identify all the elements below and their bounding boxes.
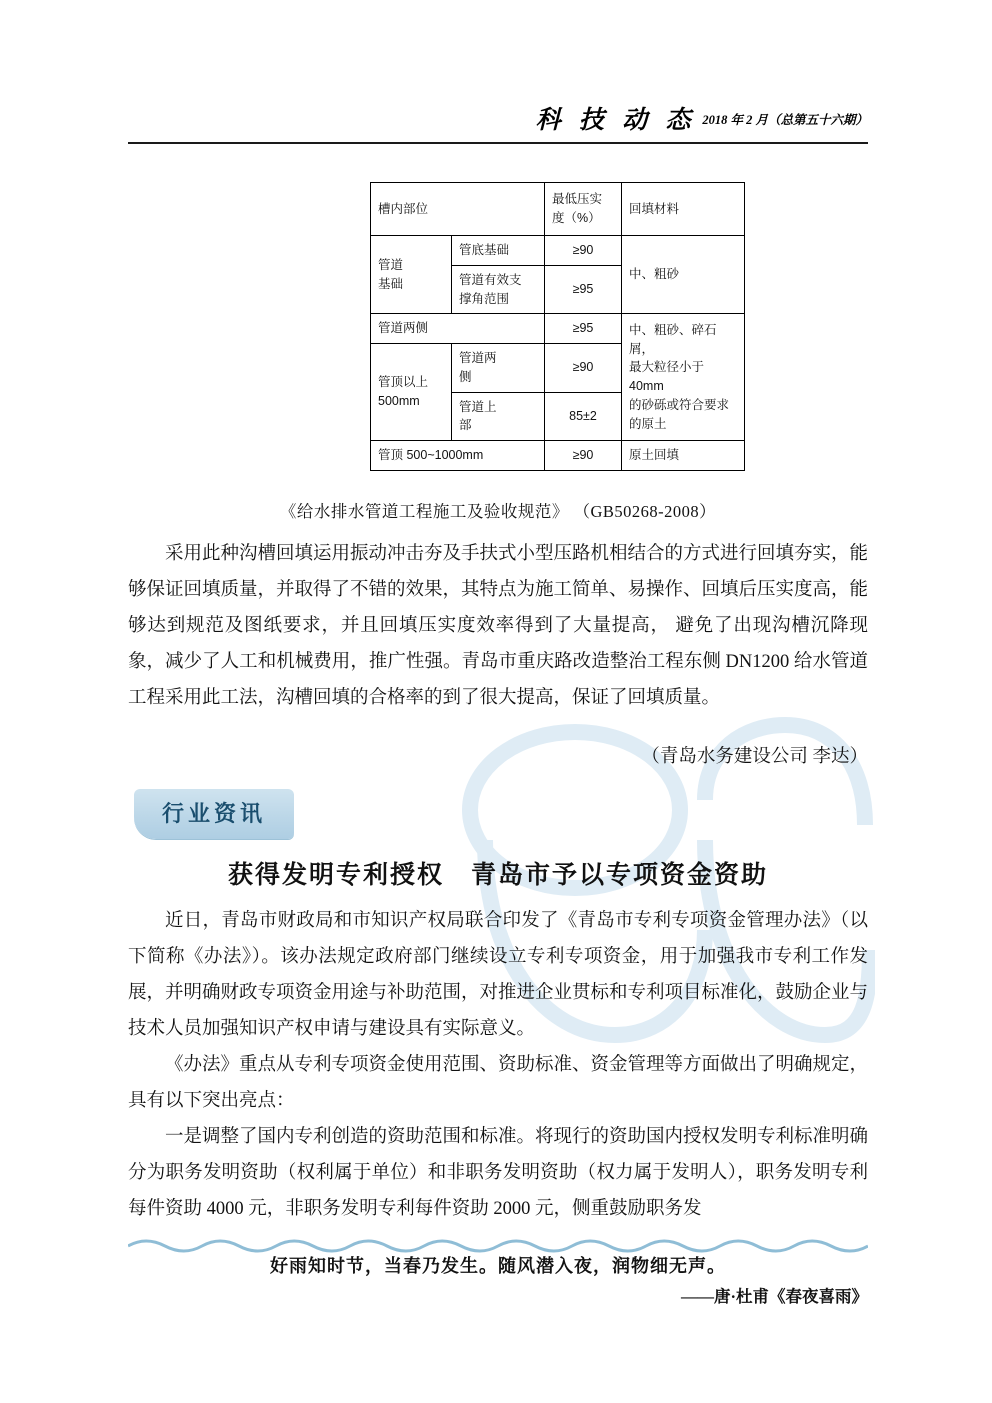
cell-group-foundation [371, 236, 452, 314]
article-title: 获得发明专利授权 青岛市予以专项资金资助 [227, 862, 768, 889]
support-angle-line1: 管道有效支 [459, 272, 522, 287]
above-top-line1: 管顶以上 [378, 375, 429, 390]
header-cell-compaction [545, 183, 622, 236]
cell-value-pipe-top: 85±2 [545, 392, 622, 441]
cell-value-support-angle: ≥95 [545, 265, 622, 314]
section-badge [134, 789, 294, 839]
cell-material-native: 原土回填 [622, 441, 745, 471]
cell-part-top-range: 管顶 500~1000mm [371, 441, 545, 471]
material-mixed-line2: 最大粒径小于 40mm [629, 360, 705, 394]
paragraph-backfill: 采用此种沟槽回填运用振动冲击夯及手扶式小型压路机相结合的方式进行回填夯实，能够保证回填质量，并取得了不错的效果，其特点为施工简单、易操作、回填后压实度高，能够达到规范及图纸要求，并且回填压实度效率得到了大量提高， 避免了出现沟槽沉降现象，减少了人工和机械费用，推广性强。青岛市重庆路改造整治工程东侧 DN1200 给水管道工程采用此工法，沟槽回填的合格率的到了很大提高，保证了回填质量。 [128, 544, 869, 708]
pipe-top-line1: 管道上 [459, 399, 497, 414]
pipe-sides-line2: 侧 [459, 369, 472, 384]
material-mixed-line1: 中、粗砂、碎石屑， [629, 322, 717, 356]
cell-value-top-range: ≥90 [545, 441, 622, 471]
spec-table [370, 182, 745, 471]
cell-value-pipebase: ≥90 [545, 236, 622, 266]
paragraph-policy-intro: 近日，青岛市财政局和市知识产权局联合印发了《青岛市专利专项资金管理办法》（以下简称《办法》）。该办法规定政府部门继续设立专利专项资金，用于加强我市专利工作发展，并明确财政专项资金用途与补助范围，对推进企业贯标和专利项目标准化，鼓励企业与技术人员加强知识产权申请与建设具有实际意义。 [128, 911, 869, 1039]
cell-value-pipe-sides: ≥90 [545, 344, 622, 393]
header-compaction-line1: 最低压实 [552, 192, 603, 207]
header-divider [128, 142, 868, 144]
cell-group-above-top [371, 344, 452, 441]
header-cell-material: 回填材料 [622, 183, 745, 236]
group-foundation-line1: 管道 [378, 257, 404, 272]
table-header-row [371, 183, 745, 236]
section-badge-label: 行业资讯 [161, 801, 266, 826]
table-row [371, 441, 745, 471]
cell-material-mixed [622, 314, 745, 441]
pipe-top-line2: 部 [459, 418, 472, 433]
header-title: 科 技 动 态 [535, 107, 697, 134]
page-header [128, 100, 868, 136]
footer-quote: 好雨知时节，当春乃发生。随风潜入夜，润物细无声。 [270, 1256, 726, 1276]
spec-table-wrapper [370, 182, 745, 471]
cell-sub-support-angle [452, 265, 545, 314]
above-top-line2: 500mm [378, 394, 420, 408]
cell-sub-pipe-sides [452, 344, 545, 393]
footer-wave-divider [128, 1234, 868, 1254]
header-cell-part: 槽内部位 [371, 183, 545, 236]
paragraph-signature: （青岛水务建设公司 李达） [641, 747, 868, 767]
header-subtitle: 2018 年 2 月（总第五十六期） [702, 113, 868, 127]
cell-sub-pipe-top [452, 392, 545, 441]
cell-material-sand: 中、粗砂 [622, 236, 745, 314]
table-row [371, 314, 745, 344]
table-caption: 《给水排水管道工程施工及验收规范》 （GB50268-2008） [279, 502, 717, 521]
footer-author: ——唐·杜甫《春夜喜雨》 [680, 1287, 868, 1306]
support-angle-line2: 撑角范围 [459, 291, 510, 306]
header-compaction-line2: 度（%） [552, 211, 601, 225]
paragraph-policy-scope: 《办法》重点从专利专项资金使用范围、资助标准、资金管理等方面做出了明确规定，具有以下突出亮点： [128, 1055, 869, 1111]
material-mixed-line3: 的砂砾或符合要求 [629, 397, 730, 412]
pipe-sides-line1: 管道两 [459, 351, 497, 365]
table-row [371, 236, 745, 266]
cell-part-both-sides: 管道两侧 [371, 314, 545, 344]
paragraph-policy-point-one: 一是调整了国内专利创造的资助范围和标准。将现行的资助国内授权发明专利标准明确分为职务发明资助（权利属于单位）和非职务发明资助（权力属于发明人），职务发明专利每件资助 4000 元，非职务发明专利每件资助 2000 元，侧重鼓励职务发 [128, 1127, 869, 1219]
cell-value-both-sides: ≥95 [545, 314, 622, 344]
material-mixed-line4: 的原土 [629, 416, 667, 431]
group-foundation-line2: 基础 [378, 276, 404, 291]
cell-sub-pipebase: 管底基础 [452, 236, 545, 266]
